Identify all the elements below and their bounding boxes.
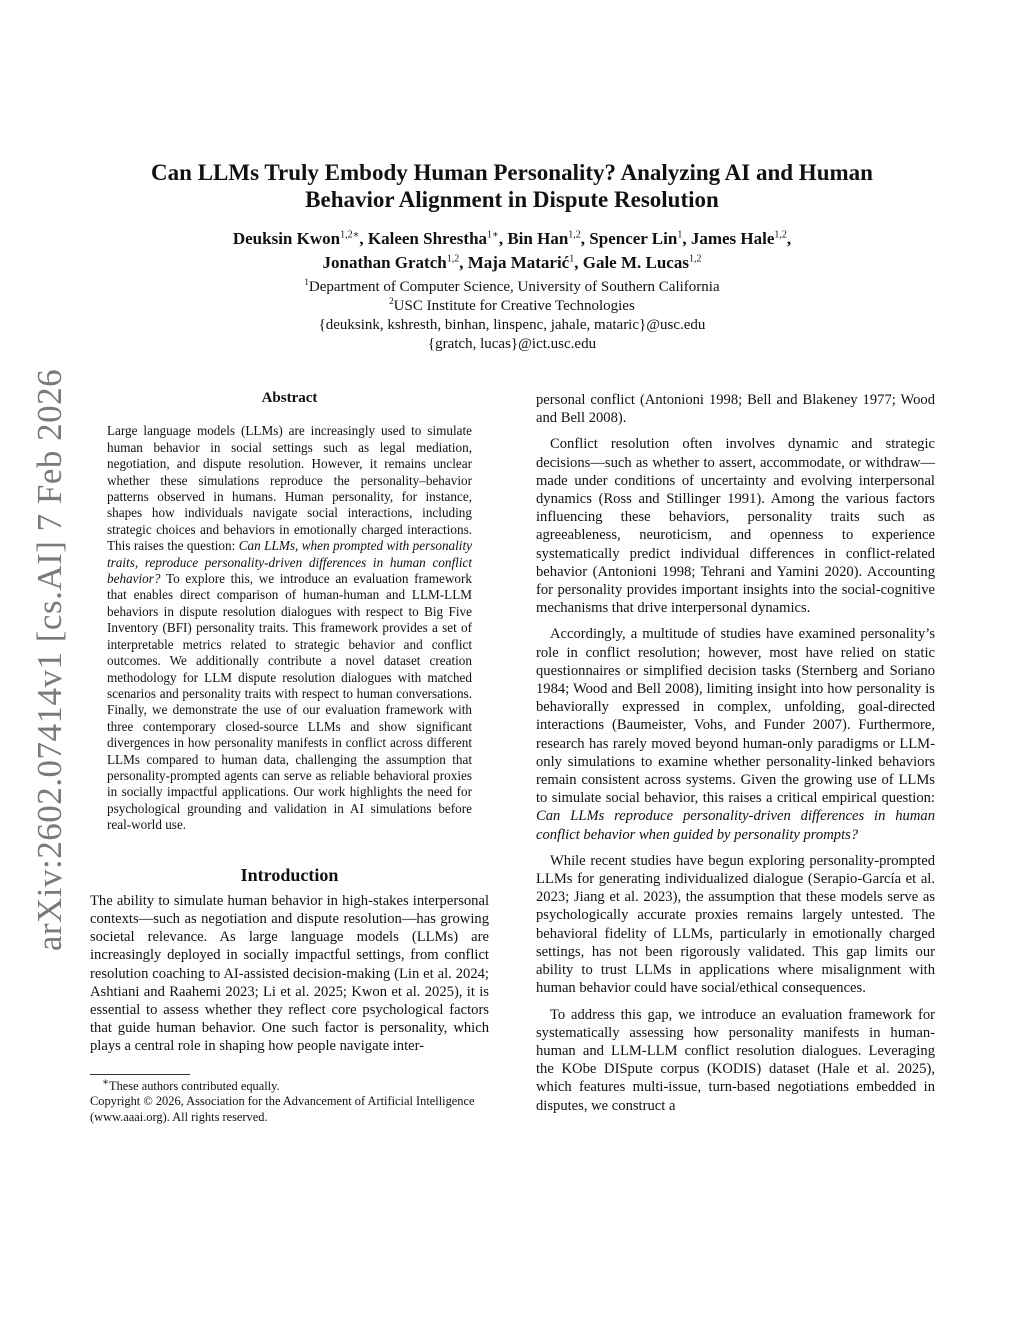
abstract-text — [107, 423, 472, 833]
author-name: Deuksin Kwon — [232, 229, 341, 248]
abstract-block — [107, 390, 472, 834]
author-line-1 — [90, 227, 934, 251]
author-affil-mark: 1,2 — [688, 253, 702, 265]
author-sep: , — [574, 253, 583, 272]
author-sep: , — [580, 229, 590, 248]
author-name: Gale M. Lucas — [582, 253, 689, 272]
author-list — [90, 227, 934, 275]
right-column — [536, 391, 935, 1123]
author-name: Spencer Lin — [589, 229, 678, 248]
author-name: Maja Matarić — [467, 253, 570, 272]
author-affil-mark: 1,2 — [446, 253, 460, 265]
author-affil-mark: 1 — [569, 253, 575, 265]
footnote-text: These authors contributed equally. — [109, 1078, 280, 1093]
author-name: Jonathan Gratch — [322, 253, 447, 272]
title-line-2: Behavior Alignment in Dispute Resolution — [305, 187, 719, 212]
right-paragraph-1: personal conflict (Antonioni 1998; Bell and Blakeney 1977; Wood and Bell 2008). — [536, 392, 935, 427]
affil-text: Department of Computer Science, University of Southern California — [308, 279, 720, 295]
author-sep: , — [498, 229, 508, 248]
author-line-2 — [90, 251, 934, 275]
footnotes — [90, 1076, 489, 1126]
abstract-heading: Abstract — [261, 390, 318, 406]
intro-paragraph-1: The ability to simulate human behavior in high-stakes interpersonal contexts—such as negotiation and dispute resolution—has growing societal relevance. As large language models (LLMs) are increasingly deployed in socially impactful settings, from conflict resolution coaching to AI-assisted decision-making (Lin et al. 2024; Ashtiani and Raahemi 2023; Li et al. 2025; Kwon et al. 2025), it is essential to assess whether they reflect core psychological factors that guide human behavior. One such factor is personality, which plays a central role in shaping how people navigate inter- — [90, 892, 489, 1055]
right-paragraph-3 — [536, 625, 935, 843]
affiliation-1 — [90, 278, 934, 297]
affiliations — [90, 278, 934, 354]
email-line-1: {deuksink, kshresth, binhan, linspenc, jahale, mataric}@usc.edu — [318, 317, 706, 333]
affil-text: USC Institute for Creative Technologies — [393, 298, 635, 314]
author-name: James Hale — [690, 229, 775, 248]
introduction-heading: Introduction — [240, 864, 339, 885]
author-affil-mark: 1,2 — [568, 229, 581, 241]
right-paragraph-2: Conflict resolution often involves dynamic and strategic decisions—such as whether to assert, accommodate, or withdraw—made under conditions of uncertainty and evolving interpersonal dynamics (Ross and Stillinger 1991). Among the various factors influencing these behaviors, personality traits such as agreeableness, neuroticism, and openness to experience systematically predict individual differences in conflict-related behavior (Antonioni 1998; Tehrani and Yamini 2020). Accounting for personality provides important insights into the social-cognitive mechanisms that drive interpersonal dynamics. — [536, 436, 935, 617]
affil-mark: 1 — [304, 277, 309, 287]
author-affil-mark: 1∗ — [487, 229, 499, 241]
title-line-1: Can LLMs Truly Embody Human Personality? Analyzing AI and Human — [151, 160, 873, 185]
left-column — [90, 390, 489, 1125]
email-line-2: {gratch, lucas}@ict.usc.edu — [427, 336, 597, 352]
arxiv-sidebar-stamp: arXiv:2602.07414v1 [cs.AI] 7 Feb 2026 — [30, 368, 69, 952]
author-affil-mark: 1,2 — [774, 229, 787, 241]
author-name: Kaleen Shrestha — [367, 229, 488, 248]
author-sep: , — [359, 229, 368, 248]
footnote-mark: ∗ — [102, 1076, 110, 1088]
paragraph-text: Accordingly, a multitude of studies have examined personality’s role in conflict resolution; however, most have relied on static questionnaires or simplified decision tasks (Sternberg and Soriano 1984; Wood and Bell 2008), limiting insight into how personality is behaviorally expressed in complex, unfolding, goal-directed interactions (Baumeister, Vohs, and Funder 2007). Furthermore, research has rarely moved beyond human-only paradigms or LLM-only simulations to examine whether personality-linked behaviors remain consistent across systems. Given the growing use of LLMs to simulate social behavior, this raises a critical empirical question: — [536, 626, 935, 807]
author-affil-mark: 1,2∗ — [340, 229, 360, 241]
abstract-text-part: To explore this, we introduce an evaluation framework that enables direct comparison of human-human and LLM-LLM behaviors in dispute resolution dialogues with respect to Big Five Inventory (BFI) personality traits. This framework provides a set of interpretable metrics related to strategic behavior and conflict outcomes. We additionally contribute a novel dataset creation methodology for LLM dispute resolution dialogues with matched scenarios and personality traits with respect to human conversations. Finally, we demonstrate the use of our evaluation framework with three contemporary closed-source LLMs and show significant divergences in how personality manifests in conflict across different LLMs compared to human data, challenging the assumption that personality-prompted agents can serve as reliable behavioral proxies in socially impactful applications. Our work highlights the need for psychological grounding and validation in AI simulations before real-world use. — [107, 571, 472, 833]
abstract-question: Can LLMs, when prompted with personality traits, reproduce personality-driven differences in human conflict behavior? — [107, 538, 472, 587]
paper-header — [90, 159, 934, 354]
author-affil-mark: 1 — [677, 229, 683, 241]
right-paragraph-4: While recent studies have begun exploring personality-prompted LLMs for generating individualized dialogue (Serapio-García et al. 2023; Jiang et al. 2023), the assumption that these models serve as psychologically accurate proxies remains largely untested. The behavioral fidelity of LLMs, particularly in emotionally charged settings, has not been rigorously validated. This gap limits our ability to trust LLMs in applications where misalignment with human behavior could have social/ethical consequences. — [536, 852, 935, 997]
footnote-equal-contribution — [90, 1076, 489, 1095]
author-name: Bin Han — [507, 229, 569, 248]
research-question: Can LLMs reproduce personality-driven differences in human conflict behavior when guided by personality prompts? — [536, 808, 935, 843]
author-sep: , — [459, 253, 468, 272]
affil-mark: 2 — [389, 296, 394, 306]
paper-title — [90, 159, 934, 213]
affiliation-2 — [90, 297, 934, 316]
author-sep: , — [682, 229, 691, 248]
copyright-notice: Copyright © 2026, Association for the Advancement of Artificial Intelligence (www.aaai.org). All rights reserved. — [90, 1094, 475, 1124]
right-paragraph-5: To address this gap, we introduce an evaluation framework for systematically assessing how personality manifests in human-human and LLM-LLM conflict resolution dialogues. Leveraging the KObe DISpute corpus (KODIS) dataset (Hale et al. 2025), which features multi-issue, turn-based negotiations embedded in disputes, we construct a — [536, 1006, 935, 1114]
footnote-rule — [90, 1074, 190, 1075]
author-sep: , — [786, 229, 792, 248]
abstract-text-part: Large language models (LLMs) are increasingly used to simulate human behavior in social settings such as legal mediation, negotiation, and dispute resolution. However, it remains unclear whether these simulations reproduce the personality–behavior patterns observed in humans. Human personality, for instance, shapes how individuals navigate social interactions, including strategic choices and behaviors in emotionally charged interactions. This raises the question: — [107, 423, 472, 554]
